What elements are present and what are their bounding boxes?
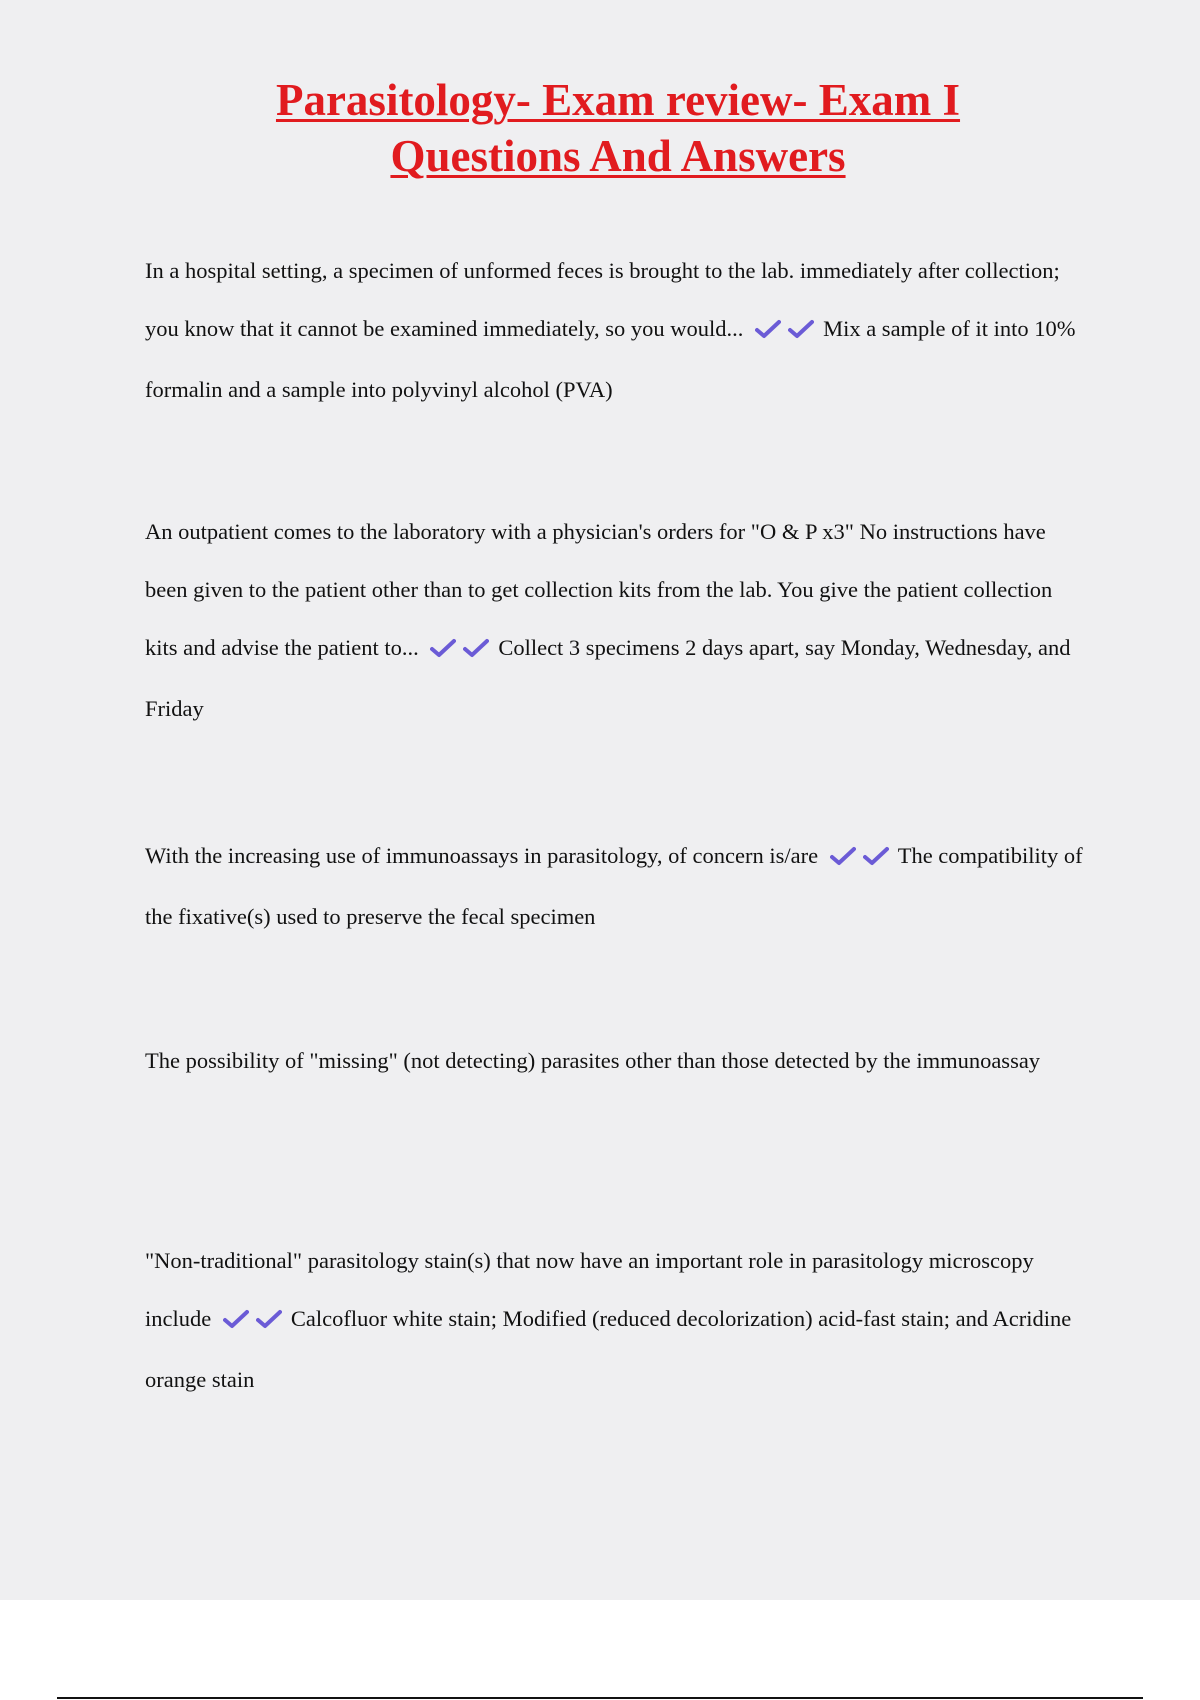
answer-checkmarks [755, 303, 821, 361]
question-text: An outpatient comes to the laboratory with a physician's orders for "O & P x3" No instructions have been given to the patient other than to get collection kits from the lab. You give the patient collection kits and advise the patient to... [145, 519, 1053, 660]
check-icon [788, 319, 814, 339]
title-line-2: Questions And Answers [390, 131, 846, 181]
answer-text: Collect 3 specimens 2 days apart, say Monday, Wednesday, and Friday [145, 635, 1071, 721]
title-line-1: Parasitology- Exam review- Exam I [275, 75, 961, 125]
answer-text: Mix a sample of it into 10% formalin and a sample into polyvinyl alcohol (PVA) [145, 316, 1076, 402]
answer-checkmarks [430, 622, 496, 680]
answer-continuation-text: The possibility of "missing" (not detecting) parasites other than those detected by the immunoassay [145, 1048, 1041, 1073]
qa-item-3 [145, 827, 1085, 946]
check-icon [463, 638, 489, 658]
qa-item-4 [145, 1034, 1085, 1088]
check-icon [256, 1309, 282, 1329]
question-text: With the increasing use of immunoassays in parasitology, of concern is/are [145, 843, 819, 868]
document-title [0, 72, 1200, 184]
question-text: In a hospital setting, a specimen of unformed feces is brought to the lab. immediately after collection; you know that it cannot be examined immediately, so you would... [145, 258, 1060, 341]
qa-item-5 [145, 1232, 1085, 1409]
check-icon [830, 846, 856, 866]
check-icon [755, 319, 781, 339]
check-icon [223, 1309, 249, 1329]
answer-text: Calcofluor white stain; Modified (reduced decolorization) acid-fast stain; and Acridine orange stain [145, 1306, 1072, 1392]
answer-checkmarks [830, 830, 896, 888]
answer-checkmarks [223, 1293, 289, 1351]
check-icon [430, 638, 456, 658]
qa-item-1 [145, 242, 1085, 419]
answer-text: The compatibility of the fixative(s) used to preserve the fecal specimen [145, 843, 1083, 929]
check-icon [863, 846, 889, 866]
footer-divider [57, 1697, 1143, 1699]
qa-item-2 [145, 503, 1085, 738]
question-text: "Non-traditional" parasitology stain(s) that now have an important role in parasitology microscopy include [145, 1248, 1034, 1331]
